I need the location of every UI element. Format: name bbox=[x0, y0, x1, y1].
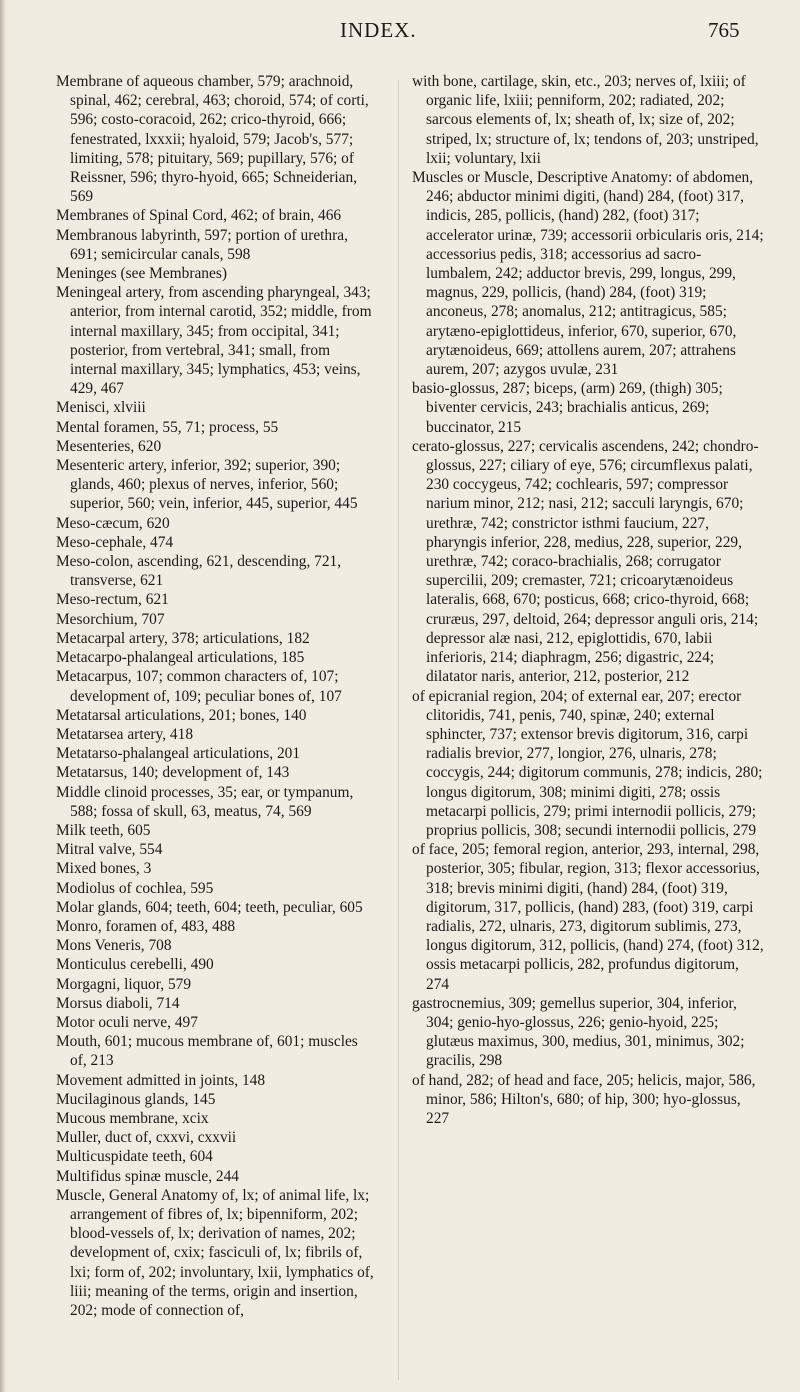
index-entry: of face, 205; femoral region, anterior, 293, internal, 298, posterior, 305; fibular, region, 313; flexor accessorius, 318; brevis minimi digiti, (hand) 284, (foot) 319, digitorum, 317, pollicis, (hand) 283, (foot) 319, carpi radialis, 272, ulnaris, 273, digitorum sublimis, 273, longus digitorum, 312, pollicis, (hand) 274, (foot) 312, ossis metacarpi pollicis, 282, profundus digitorum, 274 bbox=[412, 841, 764, 993]
index-entry: Morsus diaboli, 714 bbox=[56, 994, 180, 1012]
index-entry: Mixed bones, 3 bbox=[56, 860, 152, 878]
index-entry: Membrane of aqueous chamber, 579; arachnoid, spinal, 462; cerebral, 463; choroid, 574; of corti, 596; costo-coracoid, 262; crico-thyroid, 666; fenestrated, lxxxii; hyaloid, 579; Jacob's, 577; limiting, 578; pituitary, 569; pupillary, 576; of Reissner, 596; thyro-hyoid, 665; Schneiderian, 569 bbox=[56, 73, 369, 206]
index-entry: Movement admitted in joints, 148 bbox=[56, 1071, 266, 1089]
index-entry: Metatarso-phalangeal articulations, 201 bbox=[56, 745, 301, 763]
index-entry: Mesenteries, 620 bbox=[56, 437, 162, 455]
index-entry: Muscle, General Anatomy of, lx; of animal life, lx; arrangement of fibres of, lx; bipenniform, 202; blood-vessels of, lx; derivation of names, 202; development of, cxix; fasciculi of, lx; fibrils of, lxi; form of, 202; involuntary, lxii, lymphatics of, liii; meaning of the terms, origin and insertion, 202; mode of connection of, bbox=[56, 1186, 374, 1319]
index-entry: Meningeal artery, from ascending pharyngeal, 343; anterior, from internal carotid, 352; middle, from internal maxillary, 345; from occipital, 341; posterior, from vertebral, 341; small, from internal maxillary, 345; lymphatics, 453; veins, 429, 467 bbox=[56, 284, 372, 398]
index-entry: Meso-cæcum, 620 bbox=[56, 514, 170, 532]
index-entry: cerato-glossus, 227; cervicalis ascendens, 242; chondro-glossus, 227; ciliary of eye, 576; circumflexus palati, 230 coccygeus, 742; cochlearis, 597; compressor narium minor, 212; nasi, 212; sacculi laryngis, 670; urethræ, 742; constrictor isthmi faucium, 227, pharyngis inferior, 228, medius, 228, superior, 229, urethræ, 742; coraco-brachialis, 268; corrugator supercilii, 209; cremaster, 721; cricoarytænoideus lateralis, 668, 670; posticus, 668; crico-thyroid, 668; cruræus, 297, deltoid, 264; depressor anguli oris, 214; depressor alæ nasi, 212, epiglottidis, 670, labii inferioris, 214; diaphragm, 256; digastric, 224; dilatator naris, anterior, 212, posterior, 212 bbox=[412, 437, 759, 686]
index-entry: Multifidus spinæ muscle, 244 bbox=[56, 1167, 239, 1185]
index-entry: Monro, foramen of, 483, 488 bbox=[56, 917, 236, 935]
index-entry: Metacarpo-phalangeal articulations, 185 bbox=[56, 649, 305, 667]
index-entry: of epicranial region, 204; of external ear, 207; erector clitoridis, 741, penis, 740, spinæ, 240; external sphincter, 737; extensor brevis digitorum, 316, carpi radialis brevior, 277, longior, 276, ulnaris, 278; coccygis, 244; digitorum communis, 278; indicis, 280; longus digitorum, 308; minimi digiti, 278; ossis metacarpi pollicis, 279; primi internodii pollicis, 279; proprius pollicis, 308; secundi internodii pollicis, 279 bbox=[412, 687, 763, 839]
index-entry: Molar glands, 604; teeth, 604; teeth, peculiar, 605 bbox=[56, 898, 363, 916]
index-entry: of hand, 282; of head and face, 205; helicis, major, 586, minor, 586; Hilton's, 680; of hip, 300; hyo-glossus, 227 bbox=[412, 1071, 756, 1127]
index-entry: Muller, duct of, cxxvi, cxxvii bbox=[56, 1129, 237, 1147]
index-entry: Meso-rectum, 621 bbox=[56, 591, 169, 609]
index-entry: Metatarsus, 140; development of, 143 bbox=[56, 764, 290, 782]
index-entry: Metatarsea artery, 418 bbox=[56, 725, 194, 743]
index-entry: Mesenteric artery, inferior, 392; superior, 390; glands, 460; plexus of nerves, inferior, 560; superior, 560; vein, inferior, 445, superior, 445 bbox=[56, 457, 358, 513]
index-entry: basio-glossus, 287; biceps, (arm) 269, (thigh) 305; biventer cervicis, 243; brachialis anticus, 269; buccinator, 215 bbox=[412, 380, 723, 436]
index-entry: gastrocnemius, 309; gemellus superior, 304, inferior, 304; genio-hyo-glossus, 226; genio-hyoid, 225; glutæus maximus, 300, medius, 301, minimus, 302; gracilis, 298 bbox=[412, 994, 745, 1070]
index-entry: Morgagni, liquor, 579 bbox=[56, 975, 192, 993]
index-entry: Meninges (see Membranes) bbox=[56, 265, 227, 283]
index-entry: Metacarpal artery, 378; articulations, 182 bbox=[56, 629, 310, 647]
running-head: INDEX. bbox=[340, 18, 417, 42]
index-entry: Meso-cephale, 474 bbox=[56, 533, 174, 551]
index-entry: Mons Veneris, 708 bbox=[56, 937, 172, 955]
index-entry: Monticulus cerebelli, 490 bbox=[56, 956, 214, 974]
index-column-right bbox=[412, 72, 764, 1128]
index-entry: Metatarsal articulations, 201; bones, 140 bbox=[56, 706, 307, 724]
index-column-left bbox=[56, 72, 378, 1320]
index-entry: Muscles or Muscle, Descriptive Anatomy: of abdomen, 246; abductor minimi digiti, (hand) 284, (foot) 317, indicis, 285, pollicis, (hand) 282, (foot) 317; accelerator urinæ, 739; accessorii orbicularis oris, 214; accessorius pedis, 318; accessorius ad sacro-lumbalem, 242; adductor brevis, 299, longus, 299, magnus, 229, pollicis, (hand) 284, (foot) 319; anconeus, 278; anomalus, 212; antitragicus, 585; arytæno-epiglottideus, inferior, 670, superior, 670, arytænoideus, 669; attollens aurem, 207; attrahens aurem, 207; azygos uvulæ, 231 bbox=[412, 169, 764, 379]
index-entry: Middle clinoid processes, 35; ear, or tympanum, 588; fossa of skull, 63, meatus, 74, 569 bbox=[56, 783, 354, 820]
page-edge-shadow bbox=[0, 0, 6, 1392]
index-entry: Mouth, 601; mucous membrane of, 601; muscles of, 213 bbox=[56, 1033, 358, 1070]
index-entry: Modiolus of cochlea, 595 bbox=[56, 879, 214, 897]
index-entry: Mucous membrane, xcix bbox=[56, 1109, 209, 1127]
index-entry: Membranous labyrinth, 597; portion of urethra, 691; semicircular canals, 598 bbox=[56, 226, 348, 263]
index-entry: Meso-colon, ascending, 621, descending, 721, transverse, 621 bbox=[56, 553, 342, 590]
index-entry: Metacarpus, 107; common characters of, 107; development of, 109; peculiar bones of, 107 bbox=[56, 668, 342, 705]
page-header bbox=[0, 18, 800, 58]
index-entry: Motor oculi nerve, 497 bbox=[56, 1013, 198, 1031]
index-entry: Mucilaginous glands, 145 bbox=[56, 1090, 216, 1108]
index-entry: Membranes of Spinal Cord, 462; of brain, 466 bbox=[56, 207, 342, 225]
index-entry: Multicuspidate teeth, 604 bbox=[56, 1148, 213, 1166]
index-entry: Mental foramen, 55, 71; process, 55 bbox=[56, 418, 279, 436]
column-divider bbox=[398, 80, 399, 1380]
index-entry: Mesorchium, 707 bbox=[56, 610, 165, 628]
index-entry: Mitral valve, 554 bbox=[56, 841, 163, 859]
page-number: 765 bbox=[708, 18, 740, 42]
index-entry: with bone, cartilage, skin, etc., 203; nerves of, lxiii; of organic life, lxiii; penniform, 202; radiated, 202; sarcous elements of, lx; sheath of, lx; size of, 202; striped, lx; structure of, lx; tendons of, 203; unstriped, lxii; voluntary, lxii bbox=[412, 73, 759, 167]
index-entry: Menisci, xlviii bbox=[56, 399, 146, 417]
index-entry: Milk teeth, 605 bbox=[56, 821, 151, 839]
